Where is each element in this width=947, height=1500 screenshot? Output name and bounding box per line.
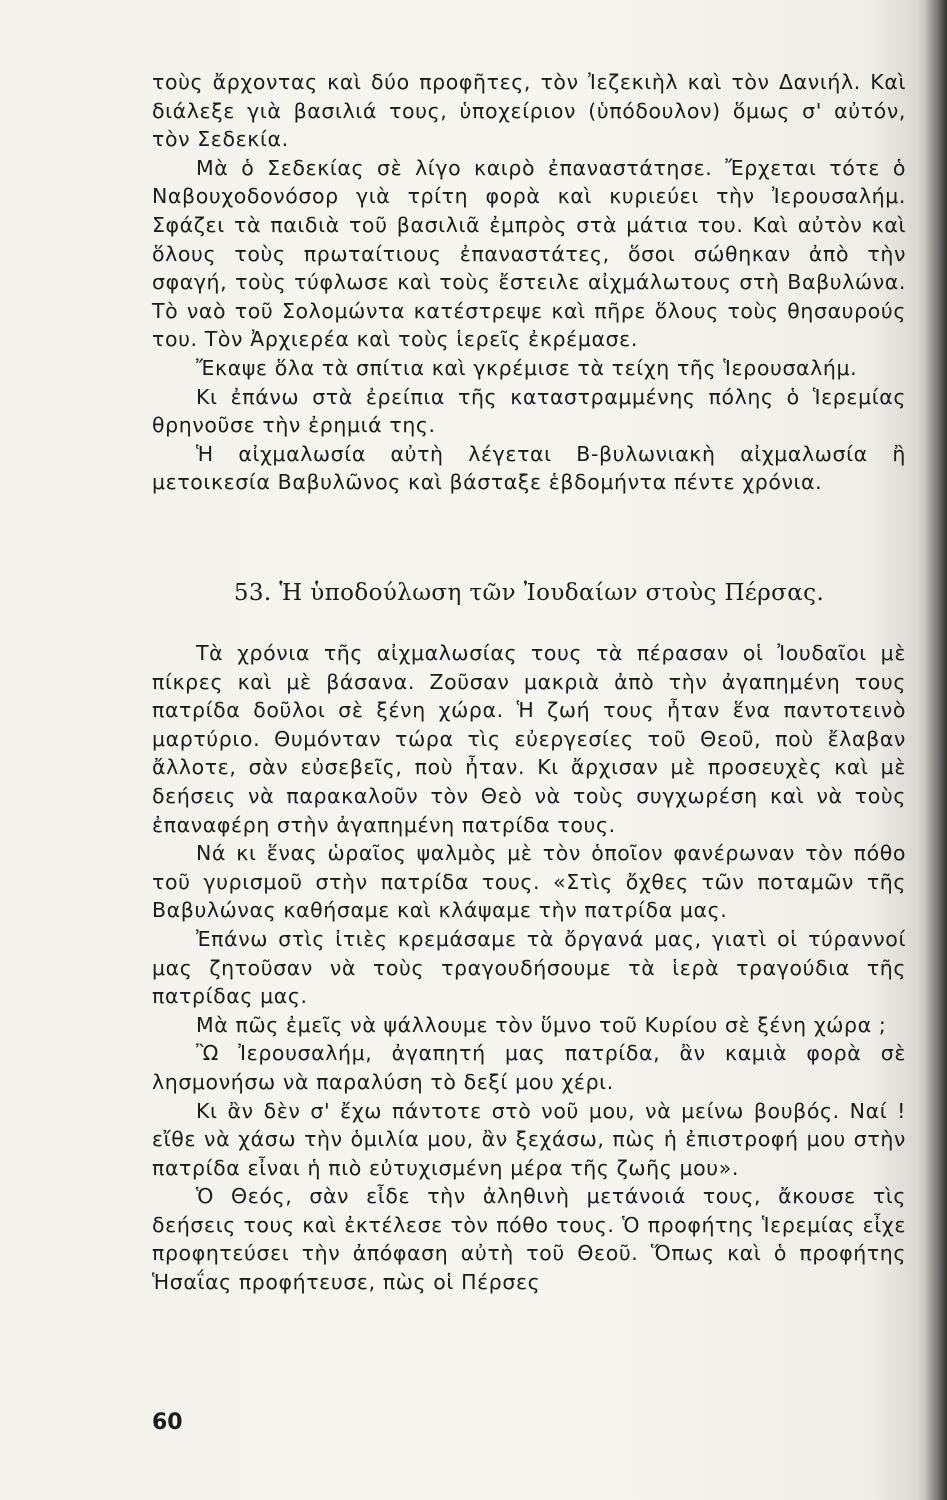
paragraph: Κι ἂν δὲν σ' ἔχω πάντοτε στὸ νοῦ μου, νὰ μείνω βουβός. Ναί ! εἴθε νὰ χάσω τὴν ὁμιλία μου, ἂν ξεχάσω, πὼς ἡ ἐπιστροφή μου στὴν πατρίδα εἶναι ἡ πιὸ εὐτυχισμένη μέρα τῆς ζωῆς μου». <box>152 1098 906 1180</box>
paragraph: Τὰ χρόνια τῆς αἰχμαλωσίας τους τὰ πέρασαν οἱ Ἰουδαῖοι μὲ πίκρες καὶ μὲ βάσανα. Ζοῦσαν μακριὰ ἀπὸ τὴν ἀγαπημένη τους πατρίδα δοῦλοι σὲ ξένη χώρα. Ἡ ζωή τους ἦταν ἕνα παντοτεινὸ μαρτύριο. Θυμόνταν τώρα τὶς εὐεργεσίες τοῦ Θεοῦ, ποὺ ἔλαβαν ἄλλοτε, σὰν εὐσεβεῖς, ποὺ ἦταν. Κι ἄρχισαν μὲ προσευχὲς καὶ μὲ δεήσεις νὰ παρακαλοῦν τὸν Θεὸ νὰ τοὺς συγχωρέση καὶ νὰ τοὺς ἐπαναφέρη στὴν ἀγαπημένη πατρίδα τους. <box>152 641 906 837</box>
paragraph: Ὁ Θεός, σὰν εἶδε τὴν ἀληθινὴ μετάνοιά τους, ἄκουσε τὶς δεήσεις τους καὶ ἐκτέλεσε τὸν πόθο τους. Ὁ προφήτης Ἱερεμίας εἶχε προφητεύσει τὴν ἀπόφαση αὐτὴ τοῦ Θεοῦ. Ὅπως καὶ ὁ προφήτης Ἡσαΐας προφήτευσε, πὼς οἱ Πέρσες <box>152 1184 906 1295</box>
paragraph: Ἐπάνω στὶς ἰτιὲς κρεμάσαμε τὰ ὄργανά μας, γιατὶ οἱ τύραννοί μας ζητοῦσαν νὰ τοὺς τραγουδήσουμε τὰ ἱερὰ τραγούδια τῆς πατρίδας μας. <box>152 926 906 1009</box>
page-edge-shadow <box>925 0 947 1500</box>
top-text-block <box>152 68 906 497</box>
paragraph: Ἡ αἰχμαλωσία αὐτὴ λέγεται Β-βυλωνιακὴ αἰχμαλωσία ἢ μετοικεσία Βαβυλῶνος καὶ βάσταξε ἑβδομήντα πέντε χρόνια. <box>152 441 906 495</box>
paragraph: Μὰ ὁ Σεδεκίας σὲ λίγο καιρὸ ἐπαναστάτησε. Ἔρχεται τότε ὁ Ναβουχοδονόσορ γιὰ τρίτη φορὰ καὶ κυριεύει τὴν Ἰερουσαλήμ. Σφάζει τὰ παιδιὰ τοῦ βασιλιᾶ ἐμπρὸς στὰ μάτια του. Καὶ αὐτὸν καὶ ὅλους τοὺς πρωταίτιους ἐπαναστάτες, ὅσοι σώθηκαν ἀπὸ τὴν σφαγή, τοὺς τύφλωσε καὶ τοὺς ἔστειλε αἰχμάλωτους στὴ Βαβυλώνα. Τὸ ναὸ τοῦ Σολομώντα κατέστρεψε καὶ πῆρε ὅλους τοὺς θησαυρούς του. Τὸν Ἀρχιερέα καὶ τοὺς ἱερεῖς ἐκρέμασε. <box>152 155 906 352</box>
page-number: 60 <box>152 1410 183 1435</box>
section-heading: 53. Ἡ ὑποδούλωση τῶν Ἰουδαίων στοὺς Πέρσας. <box>233 580 825 606</box>
paragraph: Ἔκαψε ὅλα τὰ σπίτια καὶ γκρέμισε τὰ τείχη τῆς Ἱερουσαλήμ. <box>196 355 858 380</box>
paragraph: Μὰ πῶς ἐμεῖς νὰ ψάλλουμε τὸν ὕμνο τοῦ Κυρίου σὲ ξένη χώρα ; <box>196 1012 887 1037</box>
paragraph: Κι ἐπάνω στὰ ἐρείπια τῆς καταστραμμένης πόλης ὁ Ἱερεμίας θρηνοῦσε τὴν ἐρημιά της. <box>152 384 906 438</box>
paragraph: Ὢ Ἰερουσαλήμ, ἀγαπητή μας πατρίδα, ἂν καμιὰ φορὰ σὲ λησμονήσω νὰ παραλύση τὸ δεξί μου χέρι. <box>152 1041 906 1094</box>
paragraph: τοὺς ἄρχοντας καὶ δύο προφῆτες, τὸν Ἰεζεκιὴλ καὶ τὸν Δανιήλ. Καὶ διάλεξε γιὰ βασιλιά τους, ὑποχείριον (ὑπόδουλον) ὅμως σ' αὐτόν, τὸν Σεδεκία. <box>152 70 906 152</box>
paragraph: Νά κι ἕνας ὡραῖος ψαλμὸς μὲ τὸν ὁποῖον φανέρωναν τὸν πόθο τοῦ γυρισμοῦ στὴν πατρίδα τους. «Στὶς ὄχθες τῶν ποταμῶν τῆς Βαβυλώνας καθήσαμε καὶ κλάψαμε τὴν πατρίδα μας. <box>152 841 906 923</box>
bottom-text-block <box>152 639 906 1297</box>
